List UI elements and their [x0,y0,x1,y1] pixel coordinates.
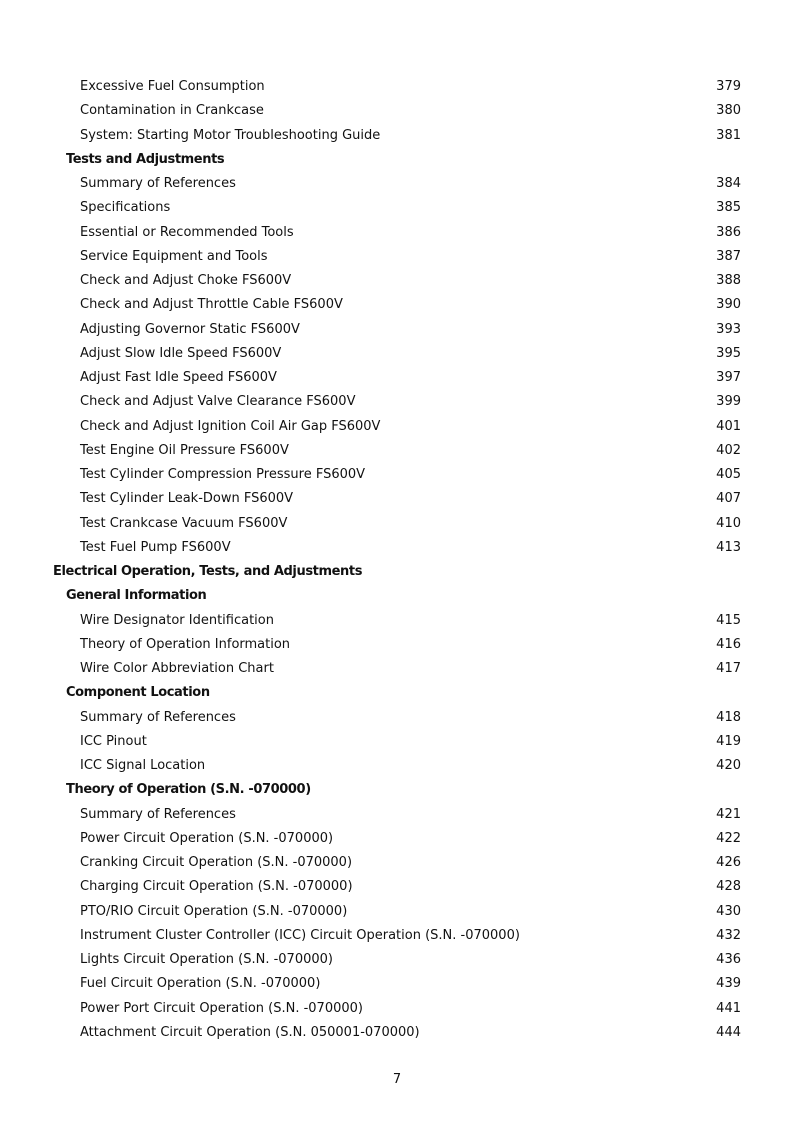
toc-page-number: 387 [716,248,741,264]
toc-heading-label: Tests and Adjustments [66,151,225,167]
toc-section-heading [0,584,794,608]
toc-entry-label: Adjusting Governor Static FS600V [80,321,300,337]
toc-entry-label: Check and Adjust Ignition Coil Air Gap FS600V [80,418,381,434]
toc-entry[interactable] [0,245,794,269]
toc-entry[interactable] [0,196,794,220]
toc-entry-label: ICC Signal Location [80,758,206,773]
toc-page-number: 402 [716,442,741,458]
toc-heading-label: Electrical Operation, Tests, and Adjustments [53,564,363,579]
toc-page-number: 420 [716,758,741,773]
toc-heading-label: Component Location [66,685,210,701]
toc-entry-label: Test Cylinder Compression Pressure FS600V [80,467,366,482]
toc-entry[interactable] [0,221,794,245]
toc-entry[interactable] [0,972,794,996]
toc-entry[interactable] [0,512,794,536]
toc-heading-label: General Information [66,588,207,604]
toc-page-number: 436 [716,952,741,967]
toc-entry-label: Check and Adjust Valve Clearance FS600V [80,394,356,410]
toc-page-number: 401 [716,418,741,434]
toc-entry[interactable] [0,99,794,123]
toc-entry-label: Service Equipment and Tools [80,248,268,264]
toc-entry[interactable] [0,172,794,196]
toc-entry[interactable] [0,657,794,681]
toc-entry-label: Attachment Circuit Operation (S.N. 050001-070000) [80,1024,420,1040]
toc-entry-label: Wire Designator Identification [80,612,274,628]
toc-entry[interactable] [0,609,794,633]
toc-section-heading [0,560,794,584]
toc-entry[interactable] [0,997,794,1021]
toc-entry-label: Test Engine Oil Pressure FS600V [80,442,289,458]
toc-section-heading [0,148,794,172]
toc-entry[interactable] [0,948,794,972]
toc-entry[interactable] [0,536,794,560]
toc-section-heading [0,778,794,802]
toc-page-number: 386 [716,224,741,240]
toc-entry[interactable] [0,269,794,293]
toc-heading-label: Theory of Operation (S.N. -070000) [66,782,311,798]
toc-page-number: 421 [716,806,741,822]
toc-page-number: 432 [716,927,741,943]
toc-page-number: 410 [716,515,741,531]
toc-entry[interactable] [0,827,794,851]
toc-entry[interactable] [0,730,794,754]
toc-entry[interactable] [0,633,794,657]
toc-entry[interactable] [0,900,794,924]
toc-page-number: 416 [716,636,741,652]
toc-page-number: 397 [716,370,741,385]
table-of-contents [0,75,794,1045]
toc-entry-label: Theory of Operation Information [80,636,291,652]
toc-entry-label: Specifications [80,200,171,216]
toc-entry-label: Power Circuit Operation (S.N. -070000) [80,830,334,846]
toc-entry-label: Summary of References [80,709,236,725]
toc-page-number: 390 [716,297,741,313]
toc-page-number: 407 [716,491,741,507]
toc-page-number: 413 [716,539,741,555]
toc-page-number: 379 [716,79,741,94]
toc-entry[interactable] [0,1021,794,1045]
toc-entry-label: ICC Pinout [80,733,147,749]
toc-page-number: 405 [716,467,741,482]
toc-page-number: 384 [716,176,741,191]
toc-entry[interactable] [0,924,794,948]
toc-entry[interactable] [0,706,794,730]
toc-entry-label: Charging Circuit Operation (S.N. -070000) [80,879,353,895]
toc-page-number: 381 [716,127,741,143]
toc-entry-label: PTO/RIO Circuit Operation (S.N. -070000) [80,903,348,919]
toc-page-number: 430 [716,903,741,919]
toc-entry-label: Adjust Fast Idle Speed FS600V [80,370,277,385]
toc-page-number: 415 [716,612,741,628]
toc-page-number: 444 [716,1024,741,1040]
toc-section-heading [0,681,794,705]
toc-entry-label: Test Cylinder Leak-Down FS600V [80,491,294,507]
toc-entry[interactable] [0,487,794,511]
toc-entry-label: Lights Circuit Operation (S.N. -070000) [80,952,333,967]
toc-entry[interactable] [0,803,794,827]
toc-page-number: 441 [716,1000,741,1016]
toc-page-number: 418 [716,709,741,725]
toc-entry-label: Check and Adjust Throttle Cable FS600V [80,297,343,313]
toc-entry-label: Test Fuel Pump FS600V [80,539,231,555]
toc-entry[interactable] [0,124,794,148]
toc-entry[interactable] [0,463,794,487]
toc-entry[interactable] [0,415,794,439]
toc-page-number: 439 [716,976,741,992]
toc-entry-label: Test Crankcase Vacuum FS600V [80,515,288,531]
toc-entry-label: Contamination in Crankcase [80,103,264,119]
toc-entry[interactable] [0,851,794,875]
toc-page-number: 419 [716,733,741,749]
toc-entry-label: Excessive Fuel Consumption [80,79,265,94]
toc-entry[interactable] [0,75,794,99]
toc-entry[interactable] [0,293,794,317]
toc-page-number: 426 [716,855,741,870]
toc-entry[interactable] [0,875,794,899]
toc-entry-label: Summary of References [80,176,236,191]
toc-entry[interactable] [0,439,794,463]
toc-entry-label: Wire Color Abbreviation Chart [80,661,274,676]
toc-entry-label: Cranking Circuit Operation (S.N. -070000) [80,855,353,870]
toc-page-number: 399 [716,394,741,410]
toc-page-number: 385 [716,200,741,216]
toc-page-number: 380 [716,103,741,119]
toc-entry[interactable] [0,754,794,778]
toc-entry-label: Check and Adjust Choke FS600V [80,273,292,288]
toc-page-number: 417 [716,661,741,676]
toc-entry-label: Adjust Slow Idle Speed FS600V [80,345,282,361]
toc-page-number: 395 [716,345,741,361]
toc-entry-label: Power Port Circuit Operation (S.N. -070000) [80,1000,363,1016]
toc-entry[interactable] [0,342,794,366]
toc-page-number: 428 [716,879,741,895]
toc-entry-label: Essential or Recommended Tools [80,224,294,240]
toc-entry-label: Instrument Cluster Controller (ICC) Circuit Operation (S.N. -070000) [80,927,520,943]
toc-page-number: 388 [716,273,741,288]
toc-entry[interactable] [0,366,794,390]
toc-entry[interactable] [0,318,794,342]
toc-entry-label: Summary of References [80,806,236,822]
toc-entry-label: System: Starting Motor Troubleshooting Guide [80,127,381,143]
toc-page-number: 422 [716,830,741,846]
toc-entry[interactable] [0,390,794,414]
toc-entry-label: Fuel Circuit Operation (S.N. -070000) [80,976,321,992]
toc-page-number: 393 [716,321,741,337]
page-number: 7 [392,1072,402,1087]
